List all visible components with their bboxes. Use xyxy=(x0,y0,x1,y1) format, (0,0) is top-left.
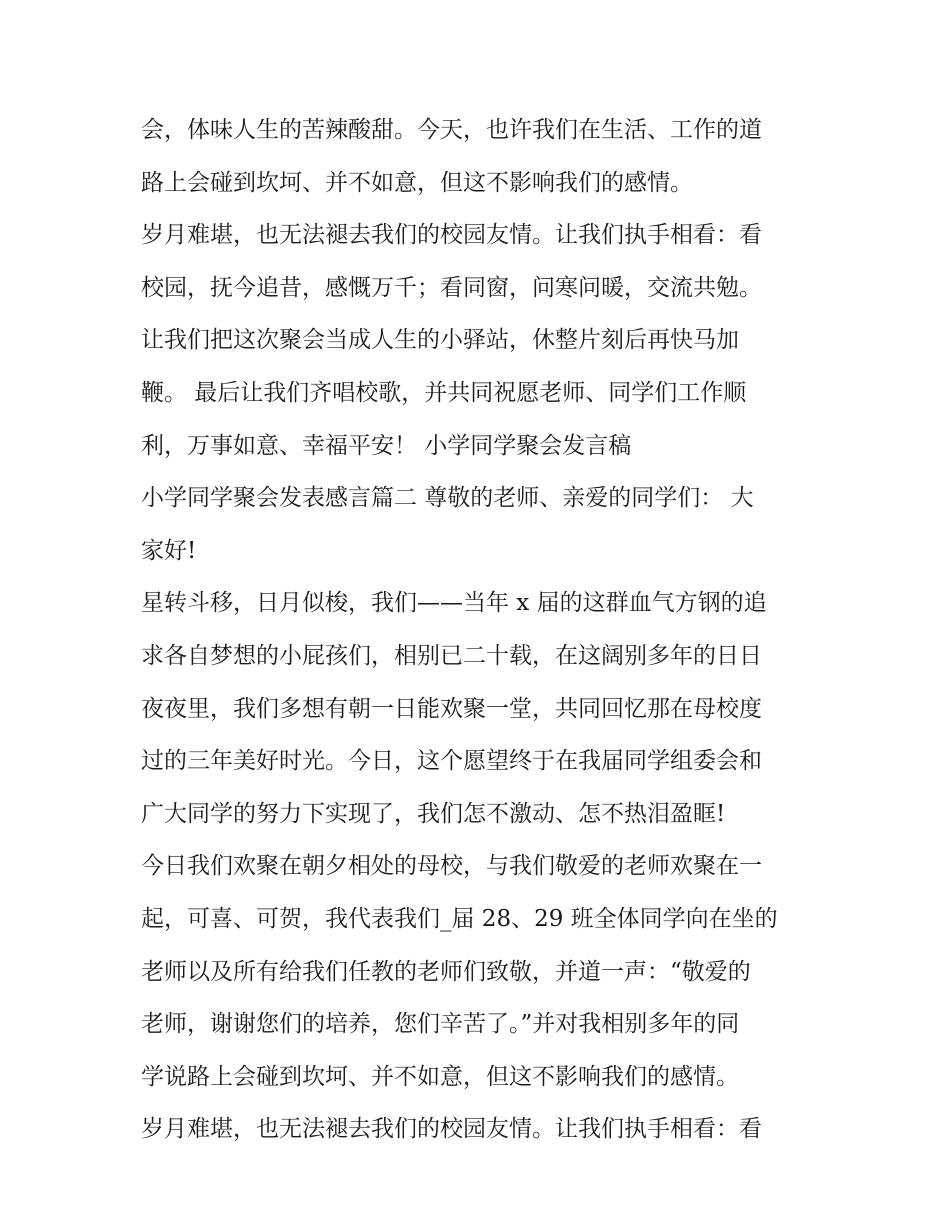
text-line: 校园，抚今追昔，感慨万千；看同窗，问寒问暖，交流共勉。 xyxy=(141,274,762,301)
document-body xyxy=(141,104,821,1156)
text-line: 小学同学聚会发表感言篇二 尊敬的老师、亲爱的同学们： 大 xyxy=(141,485,754,512)
text-line: 岁月难堪，也无法褪去我们的校园友情。让我们执手相看：看 xyxy=(141,1116,762,1143)
text-line: 过的三年美好时光。今日，这个愿望终于在我届同学组委会和 xyxy=(141,748,762,775)
text-line: 起，可喜、可贺，我代表我们_届 28、29 班全体同学向在坐的 xyxy=(141,905,778,932)
text-line: 老师，谢谢您们的培养，您们辛苦了。”并对我相别多年的同 xyxy=(141,1011,740,1038)
text-line: 让我们把这次聚会当成人生的小驿站，休整片刻后再快马加 xyxy=(141,327,739,354)
text-line: 老师以及所有给我们任教的老师们致敬，并道一声：“敬爱的 xyxy=(141,958,751,985)
text-line: 今日我们欢聚在朝夕相处的母校，与我们敬爱的老师欢聚在一 xyxy=(141,853,762,880)
text-line: 路上会碰到坎坷、并不如意，但这不影响我们的感情。 xyxy=(141,169,693,196)
text-line: 夜夜里，我们多想有朝一日能欢聚一堂，共同回忆那在母校度 xyxy=(141,695,762,722)
text-line: 广大同学的努力下实现了，我们怎不激动、怎不热泪盈眶! xyxy=(141,800,726,827)
text-line: 求各自梦想的小屁孩们，相别已二十载，在这阔别多年的日日 xyxy=(141,642,762,669)
text-line: 利，万事如意、幸福平安！ 小学同学聚会发言稿 xyxy=(141,432,632,459)
text-line: 学说路上会碰到坎坷、并不如意，但这不影响我们的感情。 xyxy=(141,1063,739,1090)
text-line: 鞭。 最后让我们齐唱校歌，并共同祝愿老师、同学们工作顺 xyxy=(141,379,747,406)
text-line: 星转斗移，日月似梭，我们——当年 x 届的这群血气方钢的追 xyxy=(141,590,767,617)
text-line: 家好! xyxy=(141,537,197,564)
text-line: 岁月难堪，也无法褪去我们的校园友情。让我们执手相看：看 xyxy=(141,222,762,249)
text-line: 会，体味人生的苦辣酸甜。今天，也许我们在生活、工作的道 xyxy=(141,117,762,143)
